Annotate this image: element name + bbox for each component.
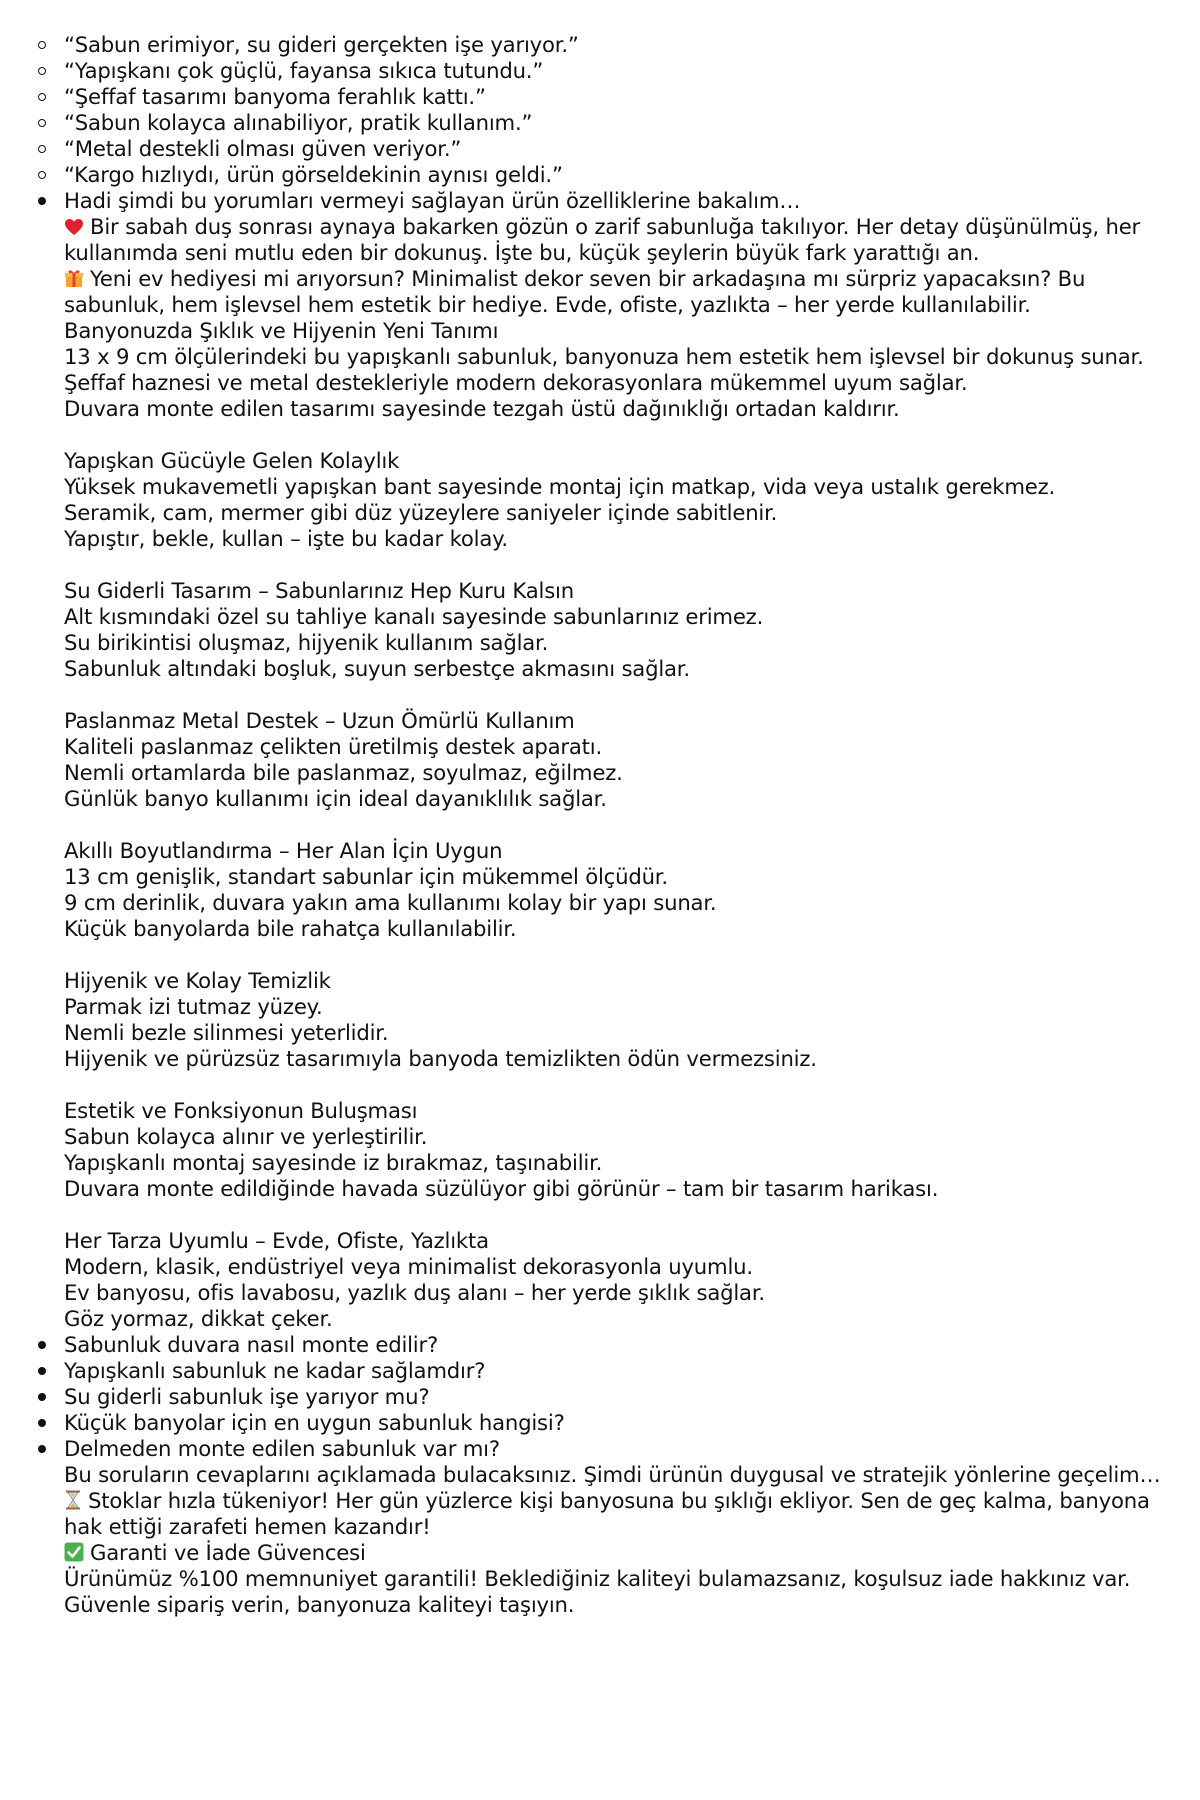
feature-section xyxy=(64,838,1168,968)
review-item: “Yapışkanı çok güçlü, fayansa sıkıca tutundu.” xyxy=(32,58,1168,84)
faq-followup: Bu soruların cevaplarını açıklamada bulacaksınız. Şimdi ürünün duygusal ve stratejik yönlerine geçelim… xyxy=(64,1462,1161,1487)
section-line: 13 cm genişlik, standart sabunlar için mükemmel ölçüdür. xyxy=(64,864,668,889)
section-line: Şeffaf haznesi ve metal destekleriyle modern dekorasyonlara mükemmel uyum sağlar. xyxy=(64,370,968,395)
section-line: Yapışkanlı montaj sayesinde iz bırakmaz, taşınabilir. xyxy=(64,1150,603,1175)
faq-item: Sabunluk duvara nasıl monte edilir? xyxy=(32,1332,1168,1358)
section-line: Alt kısmındaki özel su tahliye kanalı sayesinde sabunlarınız erimez. xyxy=(64,604,764,629)
section-line: Nemli ortamlarda bile paslanmaz, soyulmaz, eğilmez. xyxy=(64,760,623,785)
section-title: Paslanmaz Metal Destek – Uzun Ömürlü Kullanım xyxy=(64,708,575,733)
review-item: “Sabun kolayca alınabiliyor, pratik kullanım.” xyxy=(32,110,1168,136)
section-title: Su Giderli Tasarım – Sabunlarınız Hep Kuru Kalsın xyxy=(64,578,574,603)
section-line: Günlük banyo kullanımı için ideal dayanıklılık sağlar. xyxy=(64,786,607,811)
check-mark-icon xyxy=(64,1542,84,1562)
hourglass-paragraph xyxy=(64,1488,1168,1540)
spacer xyxy=(64,1202,1168,1228)
section-title: Yapışkan Gücüyle Gelen Kolaylık xyxy=(64,448,400,473)
spacer xyxy=(64,1072,1168,1098)
faq-item: Yapışkanlı sabunluk ne kadar sağlamdır? xyxy=(32,1358,1168,1384)
feature-section xyxy=(64,708,1168,838)
review-item: “Sabun erimiyor, su gideri gerçekten işe yarıyor.” xyxy=(32,32,1168,58)
review-item: “Metal destekli olması güven veriyor.” xyxy=(32,136,1168,162)
feature-section xyxy=(64,1228,1168,1332)
section-line: Parmak izi tutmaz yüzey. xyxy=(64,994,323,1019)
heart-text: Bir sabah duş sonrası aynaya bakarken gözün o zarif sabunluğa takılıyor. Her detay düşünülmüş, her kullanımda seni mutlu eden bir dokunuş. İşte bu, küçük şeylerin büyük fark yarattığı an. xyxy=(64,214,1141,265)
review-item: “Şeffaf tasarımı banyoma ferahlık kattı.” xyxy=(32,84,1168,110)
section-line: Yapıştır, bekle, kullan – işte bu kadar kolay. xyxy=(64,526,508,551)
guarantee-title: Garanti ve İade Güvencesi xyxy=(90,1540,366,1565)
guarantee-text: Ürünümüz %100 memnuniyet garantili! Beklediğiniz kaliteyi bulamazsanız, koşulsuz iade hakkınız var. Güvenle sipariş verin, banyonuza kaliteyi taşıyın. xyxy=(64,1566,1131,1617)
section-line: Kaliteli paslanmaz çelikten üretilmiş destek aparatı. xyxy=(64,734,603,759)
hourglass-icon xyxy=(64,1490,82,1510)
hourglass-text: Stoklar hızla tükeniyor! Her gün yüzlerce kişi banyosuna bu şıklığı ekliyor. Sen de geç kalma, banyona hak ettiği zarafeti hemen kazandır! xyxy=(64,1488,1150,1539)
feature-section xyxy=(64,578,1168,708)
section-title: Her Tarza Uyumlu – Evde, Ofiste, Yazlıkta xyxy=(64,1228,489,1253)
faq-item xyxy=(32,1436,1168,1618)
section-line: Yüksek mukavemetli yapışkan bant sayesinde montaj için matkap, vida veya ustalık gerekmez. xyxy=(64,474,1056,499)
spacer xyxy=(64,682,1168,708)
section-line: Nemli bezle silinmesi yeterlidir. xyxy=(64,1020,389,1045)
spacer xyxy=(64,422,1168,448)
review-item: “Kargo hızlıydı, ürün görseldekinin aynısı geldi.” xyxy=(32,162,1168,188)
feature-section xyxy=(64,968,1168,1098)
spacer xyxy=(64,552,1168,578)
section-line: Hijyenik ve pürüzsüz tasarımıyla banyoda temizlikten ödün vermezsiniz. xyxy=(64,1046,817,1071)
faq-question: Delmeden monte edilen sabunluk var mı? xyxy=(64,1436,500,1461)
section-line: Su birikintisi oluşmaz, hijyenik kullanım sağlar. xyxy=(64,630,549,655)
feature-section xyxy=(64,1098,1168,1228)
section-title: Hijyenik ve Kolay Temizlik xyxy=(64,968,331,993)
section-title: Banyonuzda Şıklık ve Hijyenin Yeni Tanımı xyxy=(64,318,499,343)
heart-icon xyxy=(64,218,84,236)
features-list-item xyxy=(32,188,1168,1332)
spacer xyxy=(64,812,1168,838)
section-line: Küçük banyolarda bile rahatça kullanılabilir. xyxy=(64,916,517,941)
faq-item: Su giderli sabunluk işe yarıyor mu? xyxy=(32,1384,1168,1410)
section-line: 13 x 9 cm ölçülerindeki bu yapışkanlı sabunluk, banyonuza hem estetik hem işlevsel bir dokunuş sunar. xyxy=(64,344,1144,369)
section-line: 9 cm derinlik, duvara yakın ama kullanımı kolay bir yapı sunar. xyxy=(64,890,717,915)
section-line: Sabun kolayca alınır ve yerleştirilir. xyxy=(64,1124,428,1149)
section-line: Seramik, cam, mermer gibi düz yüzeylere saniyeler içinde sabitlenir. xyxy=(64,500,778,525)
reviews-list xyxy=(32,32,1168,1618)
feature-section xyxy=(64,318,1168,448)
gift-paragraph xyxy=(64,266,1168,318)
feature-section xyxy=(64,448,1168,578)
document-content xyxy=(32,32,1168,1618)
section-title: Akıllı Boyutlandırma – Her Alan İçin Uygun xyxy=(64,838,503,863)
section-line: Duvara monte edilen tasarımı sayesinde tezgah üstü dağınıklığı ortadan kaldırır. xyxy=(64,396,900,421)
faq-item: Küçük banyolar için en uygun sabunluk hangisi? xyxy=(32,1410,1168,1436)
gift-icon xyxy=(64,268,84,288)
gift-text: Yeni ev hediyesi mi arıyorsun? Minimalist dekor seven bir arkadaşına mı sürpriz yapacaksın? Bu sabunluk, hem işlevsel hem estetik bir hediye. Evde, ofiste, yazlıkta – her yerde kullanılabilir. xyxy=(64,266,1086,317)
section-title: Estetik ve Fonksiyonun Buluşması xyxy=(64,1098,418,1123)
heart-paragraph xyxy=(64,214,1168,266)
spacer xyxy=(64,942,1168,968)
section-line: Sabunluk altındaki boşluk, suyun serbestçe akmasını sağlar. xyxy=(64,656,690,681)
section-line: Göz yormaz, dikkat çeker. xyxy=(64,1306,333,1331)
section-line: Ev banyosu, ofis lavabosu, yazlık duş alanı – her yerde şıklık sağlar. xyxy=(64,1280,765,1305)
section-line: Modern, klasik, endüstriyel veya minimalist dekorasyonla uyumlu. xyxy=(64,1254,753,1279)
section-line: Duvara monte edildiğinde havada süzülüyor gibi görünür – tam bir tasarım harikası. xyxy=(64,1176,939,1201)
guarantee-title-line xyxy=(64,1540,1168,1566)
intro-text: Hadi şimdi bu yorumları vermeyi sağlayan ürün özelliklerine bakalım… xyxy=(64,188,801,213)
